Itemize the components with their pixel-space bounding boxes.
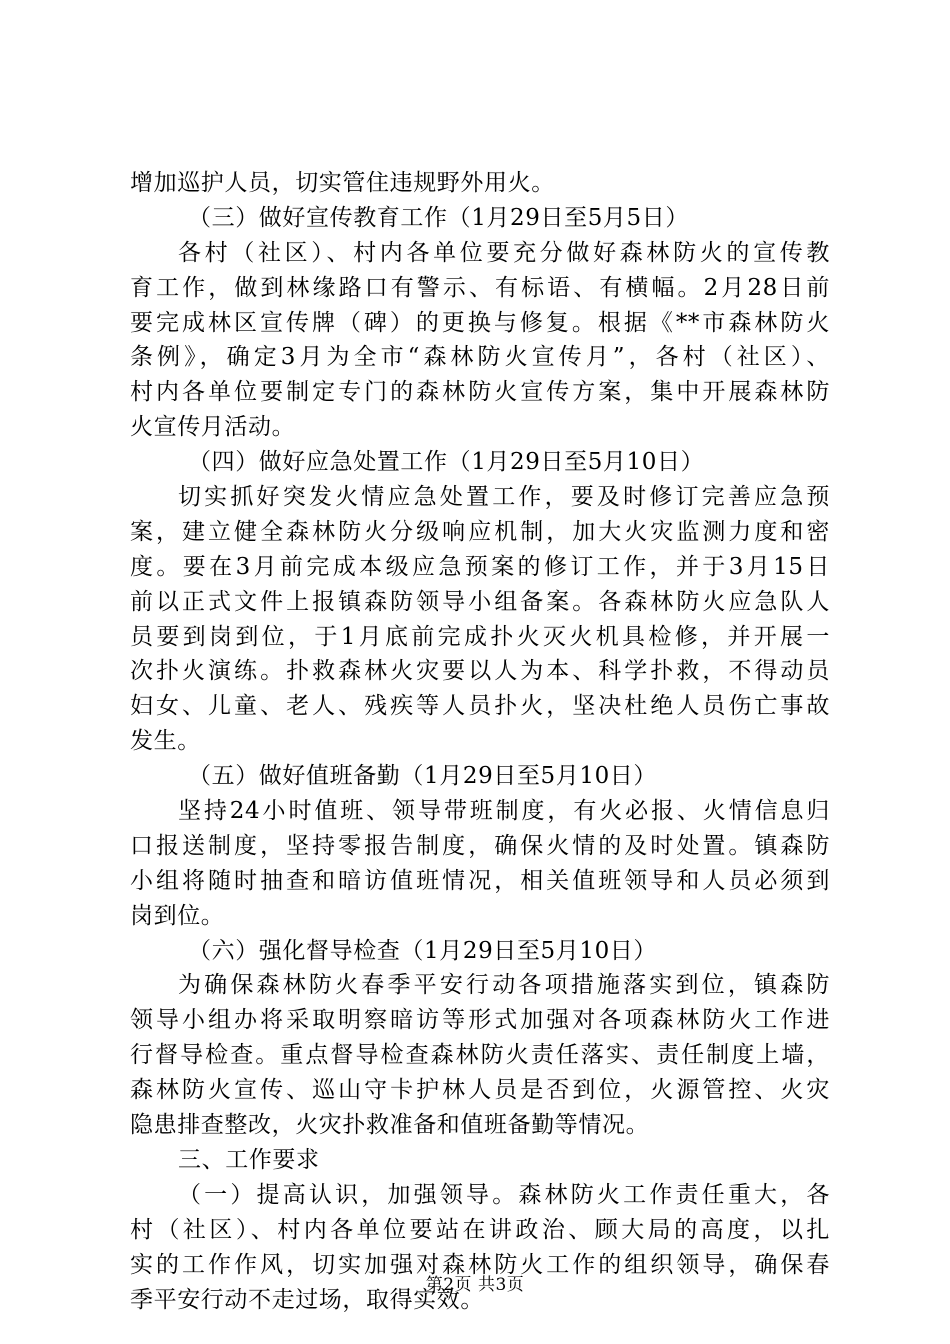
- text-line: 季平安行动不走过场，取得实效。: [130, 1286, 484, 1313]
- text-line: 口报送制度，坚持零报告制度，确保火情的及时处置。镇森防: [130, 832, 830, 859]
- text-line: （一）提高认识，加强领导。森林防火工作责任重大，各: [178, 1181, 830, 1208]
- text-line: 坚持24小时值班、领导带班制度，有火必报、火情信息归: [178, 798, 830, 825]
- text-line: 切实抓好突发火情应急处置工作，要及时修订完善应急预: [178, 484, 830, 511]
- text-line: 度。要在3月前完成本级应急预案的修订工作，并于3月15日: [130, 553, 830, 580]
- text-line: 次扑火演练。扑救森林火灾要以人为本、科学扑救，不得动员: [130, 658, 830, 685]
- page-number: 第2页 共3页: [425, 1275, 525, 1295]
- text-line: 为确保森林防火春季平安行动各项措施落实到位，镇森防: [178, 972, 830, 999]
- section-heading: （四）做好应急处置工作（1月29日至5月10日）: [188, 449, 705, 476]
- section-heading: （五）做好值班备勤（1月29日至5月10日）: [188, 763, 657, 790]
- text-line: 村内各单位要制定专门的森林防火宣传方案，集中开展森林防: [130, 379, 830, 406]
- text-line: 要完成林区宣传牌（碑）的更换与修复。根据《**市森林防火: [130, 309, 830, 336]
- section-heading: （三）做好宣传教育工作（1月29日至5月5日）: [188, 204, 689, 231]
- text-line: 村（社区）、村内各单位要站在讲政治、顾大局的高度，以扎: [130, 1216, 830, 1243]
- section-heading: （六）强化督导检查（1月29日至5月10日）: [188, 937, 657, 964]
- text-line: 小组将随时抽查和暗访值班情况，相关值班领导和人员必须到: [130, 867, 830, 894]
- text-line: 领导小组办将采取明察暗访等形式加强对各项森林防火工作进: [130, 1007, 830, 1034]
- text-line: 增加巡护人员，切实管住违规野外用火。: [130, 170, 555, 196]
- text-line: 育工作，做到林缘路口有警示、有标语、有横幅。2月28日前: [130, 274, 830, 301]
- text-line: 发生。: [130, 728, 201, 755]
- text-line: 各村（社区）、村内各单位要充分做好森林防火的宣传教: [178, 239, 830, 266]
- text-line: 隐患排查整改，火灾扑救准备和值班备勤等情况。: [130, 1112, 650, 1139]
- text-line: 前以正式文件上报镇森防领导小组备案。各森林防火应急队人: [130, 588, 830, 615]
- text-line: 条例》，确定3月为全市“森林防火宣传月”，各村（社区）、: [130, 344, 830, 371]
- document-body: [130, 166, 830, 1317]
- text-line: 火宣传月活动。: [130, 414, 296, 441]
- text-line: 妇女、儿童、老人、残疾等人员扑火，坚决杜绝人员伤亡事故: [130, 693, 830, 720]
- text-line: 岗到位。: [130, 902, 225, 929]
- text-line: 森林防火宣传、巡山守卡护林人员是否到位，火源管控、火灾: [130, 1077, 830, 1104]
- text-line: 行督导检查。重点督导检查森林防火责任落实、责任制度上墙，: [130, 1042, 830, 1069]
- text-line: 员要到岗到位，于1月底前完成扑火灭火机具检修，并开展一: [130, 623, 830, 650]
- text-line: 案，建立健全森林防火分级响应机制，加大火灾监测力度和密: [130, 518, 830, 545]
- text-line: 实的工作作风，切实加强对森林防火工作的组织领导，确保春: [130, 1251, 830, 1278]
- section-heading: 三、工作要求: [178, 1146, 320, 1173]
